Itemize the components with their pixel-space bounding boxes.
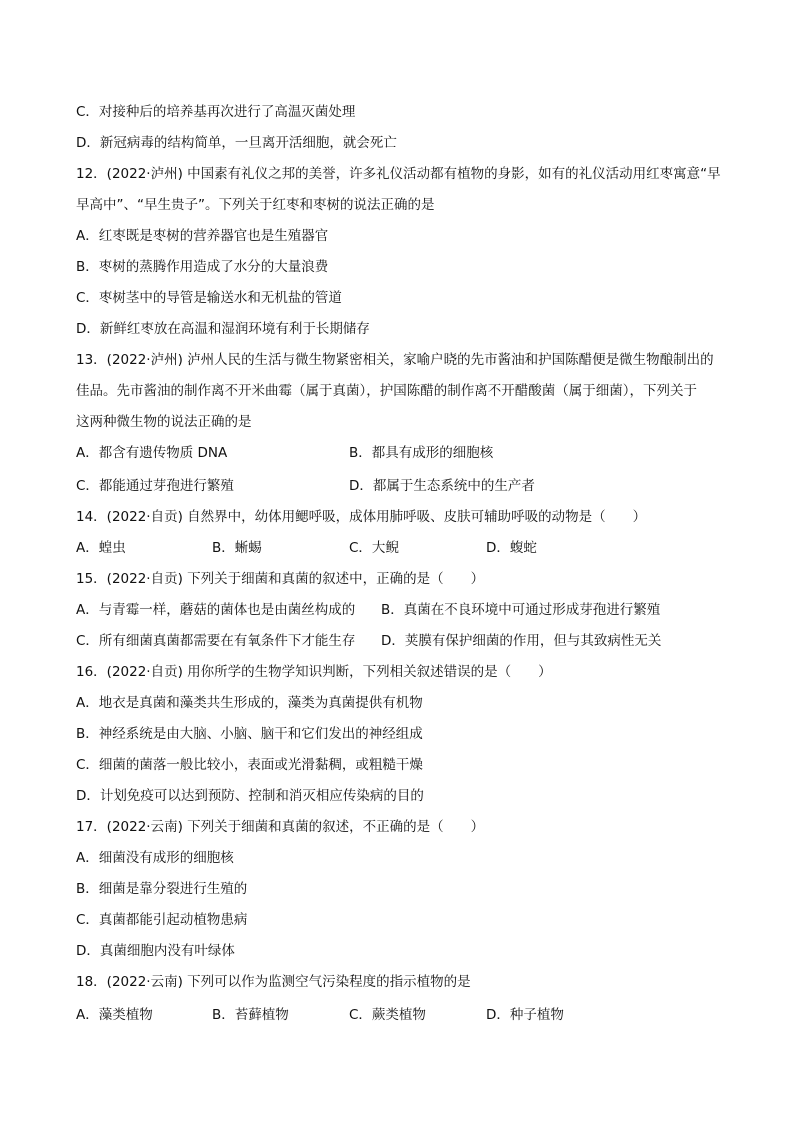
- q13-option-c: C．都能通过芽孢进行繁殖: [76, 478, 234, 494]
- q15-option-c: C．所有细菌真菌都需要在有氧条件下才能生存: [76, 633, 356, 649]
- q12-option-d: D．新鲜红枣放在高温和湿润环境有利于长期储存: [76, 321, 370, 337]
- q13-stem-line-3: 这两种微生物的说法正确的是: [76, 414, 252, 430]
- q12-stem-line-1: 12．(2022·泸州) 中国素有礼仪之邦的美誉，许多礼仪活动都有植物的身影，如有的礼仪活动用红枣寓意“早: [76, 166, 721, 182]
- q17-option-a: A．细菌没有成形的细胞核: [76, 850, 234, 866]
- q17-stem: 17．(2022·云南) 下列关于细菌和真菌的叙述，不正确的是（ ）: [76, 819, 485, 835]
- q16-stem: 16．(2022·自贡) 用你所学的生物学知识判断，下列相关叙述错误的是（ ）: [76, 664, 552, 680]
- q13-stem-line-2: 佳品。先市酱油的制作离不开米曲霉（属于真菌），护国陈醋的制作离不开醋酸菌（属于细菌），下列关于: [76, 383, 697, 399]
- q16-option-c: C．细菌的菌落一般比较小，表面或光滑黏稠，或粗糙干燥: [76, 757, 423, 773]
- q12-option-b: B．枣树的蒸腾作用造成了水分的大量浪费: [76, 259, 329, 275]
- q17-option-b: B．细菌是靠分裂进行生殖的: [76, 881, 248, 897]
- q14-option-d: D．蝮蛇: [486, 540, 537, 556]
- q17-option-c: C．真菌都能引起动植物患病: [76, 912, 248, 928]
- q17-option-d: D．真菌细胞内没有叶绿体: [76, 943, 235, 959]
- q18-option-b: B．苔藓植物: [212, 1007, 289, 1023]
- q16-option-d: D．计划免疫可以达到预防、控制和消灭相应传染病的目的: [76, 788, 424, 804]
- q18-option-d: D．种子植物: [486, 1007, 564, 1023]
- q18-option-c: C．蕨类植物: [349, 1007, 426, 1023]
- q14-option-c: C．大鲵: [349, 540, 399, 556]
- q14-option-a: A．蝗虫: [76, 540, 126, 556]
- q12-stem-line-2: 早高中”、“早生贵子”。下列关于红枣和枣树的说法正确的是: [76, 197, 435, 213]
- q15-option-a: A．与青霉一样，蘑菇的菌体也是由菌丝构成的: [76, 602, 356, 618]
- q18-stem: 18．(2022·云南) 下列可以作为监测空气污染程度的指示植物的是: [76, 974, 471, 990]
- q14-stem: 14．(2022·自贡) 自然界中，幼体用鳃呼吸，成体用肺呼吸、皮肤可辅助呼吸的动物是（ ）: [76, 509, 647, 525]
- q18-option-a: A．藻类植物: [76, 1007, 153, 1023]
- q15-option-d: D．荚膜有保护细菌的作用，但与其致病性无关: [381, 633, 662, 649]
- q16-option-a: A．地衣是真菌和藻类共生形成的，藻类为真菌提供有机物: [76, 695, 423, 711]
- q13-stem-line-1: 13．(2022·泸州) 泸州人民的生活与微生物紧密相关，家喻户晓的先市酱油和护国陈醋便是微生物酿制出的: [76, 352, 714, 368]
- q15-option-b: B．真菌在不良环境中可通过形成芽孢进行繁殖: [381, 602, 661, 618]
- q13-option-d: D．都属于生态系统中的生产者: [349, 478, 535, 494]
- q15-stem: 15．(2022·自贡) 下列关于细菌和真菌的叙述中，正确的是（ ）: [76, 571, 485, 587]
- q16-option-b: B．神经系统是由大脑、小脑、脑干和它们发出的神经组成: [76, 726, 423, 742]
- q11-option-d: D．新冠病毒的结构简单，一旦离开活细胞，就会死亡: [76, 135, 397, 151]
- q11-option-c: C．对接种后的培养基再次进行了高温灭菌处理: [76, 104, 356, 120]
- q13-option-b: B．都具有成形的细胞核: [349, 445, 494, 461]
- q14-option-b: B．蜥蜴: [212, 540, 262, 556]
- q12-option-c: C．枣树茎中的导管是输送水和无机盐的管道: [76, 290, 342, 306]
- q12-option-a: A．红枣既是枣树的营养器官也是生殖器官: [76, 228, 329, 244]
- q13-option-a: A．都含有遗传物质 DNA: [76, 445, 228, 461]
